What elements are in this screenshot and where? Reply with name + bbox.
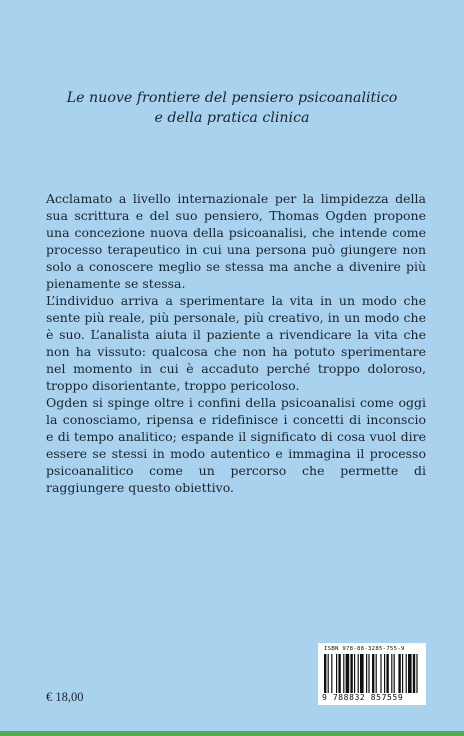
tagline-line-2: e della pratica clinica — [154, 110, 310, 126]
barcode-box — [318, 643, 426, 705]
blurb-paragraph-2: L’individuo arriva a sperimentare la vita in un modo che sente più reale, più personale, più creativo, in un modo che è suo. L’analista aiuta il paziente a rivendicare la vita che non ha vissuto: qualcosa che non ha potuto sperimentare nel momento in cui è accaduto perché troppo doloroso, troppo disorientante, troppo pericoloso. — [46, 293, 426, 393]
price: € 18,00 — [46, 690, 84, 704]
barcode-image — [324, 654, 420, 693]
blurb-paragraph-1: Acclamato a livello internazionale per la limpidezza della sua scrittura e del suo pensiero, Thomas Ogden propone una concezione nuova della psicoanalisi, che intende come processo terapeutico in cui una persona può giungere non solo a conoscere meglio se stessa ma anche a divenire più pienamente se stessa. — [46, 191, 426, 291]
blurb-paragraph-3: Ogden si spinge oltre i confini della psicoanalisi come oggi la conosciamo, ripensa e ridefinisce i concetti di inconscio e di tempo analitico; espande il significato di cosa vuol dire essere se stessi in modo autentico e immagina il processo psicoanalitico come un percorso che permette di raggiungere questo obiettivo. — [46, 395, 426, 495]
bottom-color-strip — [0, 731, 464, 736]
tagline — [0, 88, 464, 128]
isbn-text: ISBN 978-88-3285-755-9 — [324, 646, 405, 652]
tagline-line-1: Le nuove frontiere del pensiero psicoanalitico — [66, 90, 398, 106]
blurb — [46, 190, 426, 496]
barcode-digits: 9 788832 857559 — [322, 693, 404, 702]
